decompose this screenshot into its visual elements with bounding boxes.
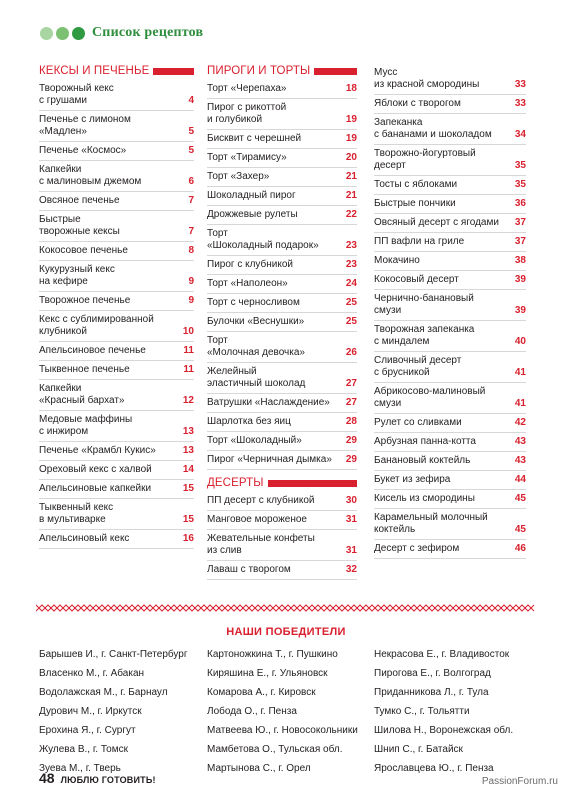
recipe-item (39, 292, 194, 311)
recipe-item (374, 214, 526, 233)
recipe-name: Лаваш с творогом (207, 564, 291, 575)
recipe-page-number: 24 (345, 278, 357, 289)
category-title: ДЕСЕРТЫ (207, 477, 264, 489)
recipe-page-number: 33 (514, 79, 526, 90)
recipe-name: Тыквенное печенье (39, 364, 130, 375)
recipe-page-number: 46 (514, 543, 526, 554)
recipe-name: Апельсиновый кекс (39, 533, 130, 544)
recipe-item (207, 256, 357, 275)
recipe-name: Печенье «Крамбл Кукис» (39, 445, 156, 456)
recipe-page-number: 44 (514, 474, 526, 485)
recipe-item (39, 530, 194, 549)
recipe-page-number: 39 (514, 305, 526, 316)
recipe-item (207, 332, 357, 363)
recipe-name: Капкейки «Красный бархат» (39, 383, 125, 406)
recipe-name: Торт «Молочная девочка» (207, 335, 305, 358)
recipe-item (374, 95, 526, 114)
winner-entry: Киряшина Е., г. Ульяновск (207, 668, 328, 679)
recipe-item (39, 442, 194, 461)
recipe-page-number: 29 (345, 454, 357, 465)
recipe-name: Творожное печенье (39, 295, 131, 306)
recipe-page-number: 7 (188, 195, 194, 206)
recipe-name: Торт «Захер» (207, 171, 270, 182)
category-title: КЕКСЫ И ПЕЧЕНЬЕ (39, 65, 150, 77)
recipe-page-number: 12 (182, 395, 194, 406)
watermark: PassionForum.ru (481, 776, 558, 787)
recipe-page-number: 43 (514, 436, 526, 447)
recipe-name: Быстрые творожные кексы (39, 214, 120, 237)
recipe-name: Медовые маффины с инжиром (39, 414, 133, 437)
recipe-item (374, 414, 526, 433)
recipe-name: Торт «Тирамису» (207, 152, 287, 163)
recipe-name: Апельсиновое печенье (39, 345, 146, 356)
recipe-item (374, 271, 526, 290)
recipe-page-number: 22 (345, 209, 357, 220)
recipe-item (39, 499, 194, 530)
recipe-name: Торт «Черепаха» (207, 83, 287, 94)
recipe-name: Рулет со сливками (374, 417, 462, 428)
recipe-page-number: 21 (345, 171, 357, 182)
recipe-item (207, 413, 357, 432)
recipe-page-number: 40 (514, 336, 526, 347)
recipe-name: Шоколадный пирог (207, 190, 296, 201)
recipe-name: Быстрые пончики (374, 198, 456, 209)
winner-entry: Мартынова С., г. Орел (207, 763, 311, 774)
recipe-item (374, 321, 526, 352)
recipe-page-number: 14 (182, 464, 194, 475)
recipe-page-number: 19 (345, 133, 357, 144)
recipe-page-number: 43 (514, 455, 526, 466)
winners-column-3 (374, 645, 513, 778)
page-footer (39, 770, 156, 786)
page-number: 48 (39, 770, 55, 786)
recipe-page-number: 32 (345, 564, 357, 575)
winner-entry: Мамбетова О., Тульская обл. (207, 744, 343, 755)
recipe-name: Банановый коктейль (374, 455, 471, 466)
winner-entry: Лобода О., г. Пенза (207, 706, 297, 717)
recipe-name: Абрикосово-малиновый смузи (374, 386, 486, 409)
recipe-name: Манговое мороженое (207, 514, 307, 525)
recipe-item (39, 261, 194, 292)
recipe-name: Тыквенный кекс в мультиварке (39, 502, 114, 525)
recipe-name: Желейный эластичный шоколад (207, 366, 306, 389)
recipe-page-number: 41 (514, 367, 526, 378)
recipe-item (374, 176, 526, 195)
recipe-item (207, 99, 357, 130)
recipe-page-number: 20 (345, 152, 357, 163)
recipe-page-number: 13 (182, 426, 194, 437)
winner-entry: Дурович М., г. Иркутск (39, 706, 142, 717)
winner-entry: Тумко С., г. Тольятти (374, 706, 470, 717)
recipe-item (39, 192, 194, 211)
recipe-page-number: 5 (188, 145, 194, 156)
recipe-item (39, 342, 194, 361)
recipe-page-number: 29 (345, 435, 357, 446)
recipe-page-number: 18 (345, 83, 357, 94)
recipe-page-number: 15 (182, 483, 194, 494)
recipe-page-number: 35 (514, 160, 526, 171)
recipe-name: Пирог «Черничная дымка» (207, 454, 332, 465)
recipe-item (39, 142, 194, 161)
recipe-name: Овсяное печенье (39, 195, 120, 206)
light-green-dot-icon (40, 27, 53, 40)
recipe-item (39, 111, 194, 142)
recipe-name: Ореховый кекс с халвой (39, 464, 152, 475)
winner-entry: Ярославцева Ю., г. Пенза (374, 763, 494, 774)
recipe-name: Овсяный десерт с ягодами (374, 217, 499, 228)
recipe-item (207, 168, 357, 187)
winner-entry: Матвеева Ю., г. Новосокольники (207, 725, 358, 736)
recipe-item (39, 361, 194, 380)
recipe-name: Кекс с сублимированной клубникой (39, 314, 154, 337)
recipe-page-number: 10 (182, 326, 194, 337)
recipe-item (207, 530, 357, 561)
recipe-item (374, 145, 526, 176)
recipe-page-number: 45 (514, 524, 526, 535)
recipe-name: Тосты с яблоками (374, 179, 458, 190)
recipe-name: Шарлотка без яиц (207, 416, 291, 427)
recipe-page-number: 28 (345, 416, 357, 427)
winner-entry: Комарова А., г. Кировск (207, 687, 316, 698)
recipe-page-number: 42 (514, 417, 526, 428)
winner-entry: Картоножкина Т., г. Пушкино (207, 649, 338, 660)
recipe-page-number: 25 (345, 316, 357, 327)
recipe-name: Ватрушки «Наслаждение» (207, 397, 330, 408)
recipe-item (39, 80, 194, 111)
recipe-name: Творожная запеканка с миндалем (374, 324, 475, 347)
recipe-page-number: 23 (345, 259, 357, 270)
recipe-page-number: 30 (345, 495, 357, 506)
magazine-name: ЛЮБЛЮ ГОТОВИТЬ! (60, 775, 156, 785)
recipe-item (39, 161, 194, 192)
recipe-item (374, 490, 526, 509)
recipe-item (374, 509, 526, 540)
recipe-name: Печенье с лимоном «Мадлен» (39, 114, 131, 137)
category-header (207, 476, 357, 490)
winners-column-1 (39, 645, 187, 778)
recipe-name: Десерт с зефиром (374, 543, 460, 554)
recipe-item (374, 233, 526, 252)
recipe-item (39, 480, 194, 499)
recipe-page-number: 16 (182, 533, 194, 544)
recipe-item (374, 252, 526, 271)
recipe-item (39, 380, 194, 411)
recipe-name: Бисквит с черешней (207, 133, 302, 144)
recipe-page-number: 5 (188, 126, 194, 137)
recipe-page-number: 25 (345, 297, 357, 308)
recipe-page-number: 45 (514, 493, 526, 504)
recipe-name: Кукурузный кекс на кефире (39, 264, 115, 287)
recipe-name: Кисель из смородины (374, 493, 475, 504)
winner-entry: Жулева В., г. Томск (39, 744, 128, 755)
recipe-page-number: 27 (345, 397, 357, 408)
category-bar (153, 68, 194, 75)
recipe-page-number: 39 (514, 274, 526, 285)
recipe-name: Букет из зефира (374, 474, 451, 485)
recipe-item (374, 290, 526, 321)
recipe-item (207, 187, 357, 206)
recipe-name: Мусс из красной смородины (374, 67, 480, 90)
winner-entry: Шнип С., г. Батайск (374, 744, 463, 755)
recipe-item (207, 313, 357, 332)
recipe-name: Торт «Наполеон» (207, 278, 288, 289)
winner-entry: Власенко М., г. Абакан (39, 668, 145, 679)
recipe-item (207, 80, 357, 99)
recipe-item (374, 352, 526, 383)
recipe-name: ПП вафли на гриле (374, 236, 465, 247)
recipe-page-number: 11 (183, 345, 194, 356)
winners-column-2 (207, 645, 358, 778)
recipe-name: ПП десерт с клубникой (207, 495, 315, 506)
recipe-page-number: 8 (188, 245, 194, 256)
recipe-page-number: 31 (345, 545, 357, 556)
recipe-item (207, 275, 357, 294)
recipe-item (207, 225, 357, 256)
recipe-name: Творожный кекс с грушами (39, 83, 114, 106)
section-header (40, 25, 203, 41)
recipe-item (374, 195, 526, 214)
recipe-name: Кокосовое печенье (39, 245, 128, 256)
recipe-item (374, 433, 526, 452)
recipe-item (207, 451, 357, 470)
winner-entry: Пирогова Е., г. Волгоград (374, 668, 491, 679)
recipe-name: Мокачино (374, 255, 420, 266)
recipe-item (374, 383, 526, 414)
winner-entry: Некрасова Е., г. Владивосток (374, 649, 510, 660)
recipe-name: Сливочный десерт с брусникой (374, 355, 462, 378)
winner-entry: Барышев И., г. Санкт-Петербург (39, 649, 188, 660)
recipe-page-number: 13 (182, 445, 194, 456)
ornament-divider (36, 603, 536, 615)
recipe-item (207, 206, 357, 225)
winners-title: НАШИ ПОБЕДИТЕЛИ (226, 626, 346, 638)
recipe-name: Запеканка с бананами и шоколадом (374, 117, 492, 140)
recipe-name: Пирог с клубникой (207, 259, 294, 270)
recipe-page-number: 33 (514, 98, 526, 109)
winner-entry: Водолажская М., г. Барнаул (39, 687, 168, 698)
recipe-item (39, 211, 194, 242)
recipe-page-number: 6 (188, 176, 194, 187)
recipe-item (374, 114, 526, 145)
category-header (207, 64, 357, 78)
recipe-page-number: 34 (514, 129, 526, 140)
recipe-page-number: 9 (188, 276, 194, 287)
recipe-item (207, 394, 357, 413)
recipe-name: Кокосовый десерт (374, 274, 459, 285)
recipe-name: Торт с черносливом (207, 297, 300, 308)
recipe-name: Пирог с рикоттой и голубикой (207, 102, 287, 125)
recipe-item (374, 540, 526, 559)
category-header (39, 64, 194, 78)
recipe-page-number: 15 (182, 514, 194, 525)
recipe-column-2 (207, 64, 357, 580)
recipe-item (39, 461, 194, 480)
category-bar (314, 68, 357, 75)
recipe-item (39, 242, 194, 261)
recipe-page-number: 9 (188, 295, 194, 306)
recipe-item (374, 471, 526, 490)
recipe-name: Дрожжевые рулеты (207, 209, 298, 220)
recipe-name: Арбузная панна-котта (374, 436, 476, 447)
winner-entry: Ерохина Я., г. Сургут (39, 725, 136, 736)
recipe-item (207, 149, 357, 168)
category-bar (268, 480, 358, 487)
recipe-page-number: 23 (345, 240, 357, 251)
recipe-page-number: 21 (345, 190, 357, 201)
recipe-name: Торт «Шоколадный» (207, 435, 302, 446)
recipe-name: Торт «Шоколадный подарок» (207, 228, 319, 251)
recipe-page-number: 37 (514, 236, 526, 247)
dark-green-dot-icon (72, 27, 85, 40)
winner-entry: Зуева М., г. Тверь (39, 763, 121, 774)
recipe-page-number: 36 (514, 198, 526, 209)
recipe-name: Жевательные конфеты из слив (207, 533, 315, 556)
recipe-item (207, 561, 357, 580)
recipe-page-number: 26 (345, 347, 357, 358)
recipe-name: Капкейки с малиновым джемом (39, 164, 142, 187)
recipe-name: Печенье «Космос» (39, 145, 127, 156)
recipe-page-number: 37 (514, 217, 526, 228)
recipe-page-number: 11 (183, 364, 194, 375)
recipe-item (39, 311, 194, 342)
recipe-page-number: 38 (514, 255, 526, 266)
recipe-item (207, 363, 357, 394)
recipe-page-number: 19 (345, 114, 357, 125)
recipe-name: Творожно-йогуртовый десерт (374, 148, 476, 171)
medium-green-dot-icon (56, 27, 69, 40)
recipe-item (374, 452, 526, 471)
winner-entry: Шилова Н., Воронежская обл. (374, 725, 514, 736)
recipe-item (39, 411, 194, 442)
recipe-name: Апельсиновые капкейки (39, 483, 152, 494)
recipe-item (207, 294, 357, 313)
recipe-name: Чернично-банановый смузи (374, 293, 474, 316)
recipe-column-1 (39, 64, 194, 549)
recipe-name: Яблоки с творогом (374, 98, 461, 109)
recipe-name: Булочки «Веснушки» (207, 316, 305, 327)
recipe-item (374, 64, 526, 95)
recipe-page-number: 41 (514, 398, 526, 409)
page-title: Список рецептов (92, 25, 204, 40)
recipe-page-number: 27 (345, 378, 357, 389)
recipe-page-number: 7 (188, 226, 194, 237)
recipe-column-3 (374, 64, 526, 559)
recipe-page-number: 31 (345, 514, 357, 525)
winner-entry: Приданникова Л., г. Тула (374, 687, 489, 698)
recipe-item (207, 492, 357, 511)
recipe-name: Карамельный молочный коктейль (374, 512, 488, 535)
recipe-item (207, 432, 357, 451)
category-title: ПИРОГИ И ТОРТЫ (207, 65, 311, 77)
recipe-page-number: 35 (514, 179, 526, 190)
recipe-page-number: 4 (188, 95, 194, 106)
recipe-item (207, 130, 357, 149)
recipe-item (207, 511, 357, 530)
